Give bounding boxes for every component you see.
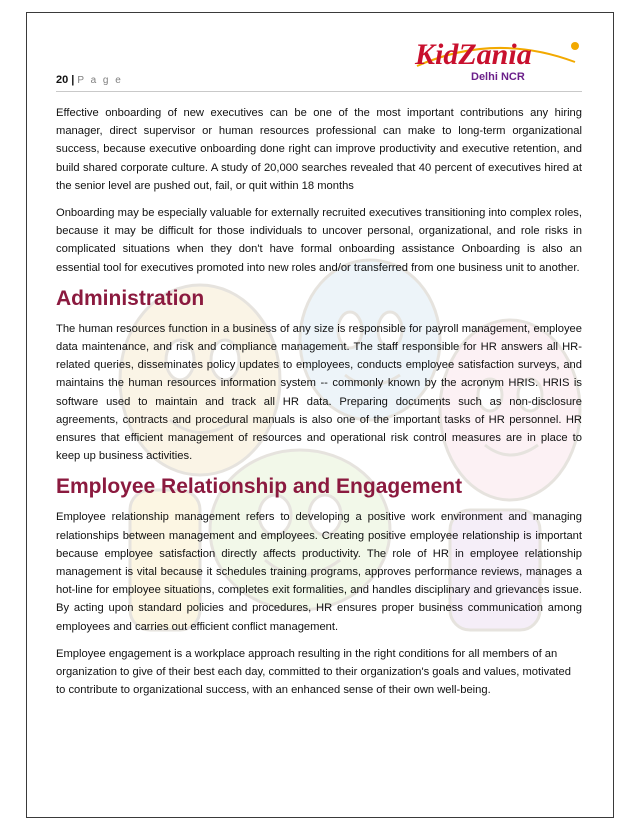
header-rule [56,91,582,92]
page-word: P a g e [77,75,123,86]
relationship-paragraph-2: Employee engagement is a workplace approach resulting in the right conditions for all members of an organization to give of their best each day, committed to their organization's goals and values, motivated to contribute to organizational success, with an enhanced sense of their own well-being. [56,647,571,697]
kidzania-logo [405,28,585,84]
relationship-paragraph-1: Employee relationship management refers to developing a positive work environment and managing relationships between management and employees. Creating positive employee relationship is important because employee satisfaction directly affects productivity. The role of HR in employee relationship management is vital because it schedules training programs, approves performance reviews, manages a hot-line for employee situations, completes exit formalities, and handles disciplinary and grievances issue. By acting upon standard policies and procedures, HR ensures proper business communication among employees and carries out efficient conflict management. [56,511,582,633]
page-number: 20 [56,74,69,86]
logo-sub-text: Delhi NCR [471,71,525,83]
page-number-label [56,74,123,86]
onboarding-paragraph-1: Effective onboarding of new executives can be one of the most important contributions any hiring manager, direct supervisor or human resources professional can make to long-term organizational success, because executive onboarding done right can improve productivity and executive retention, and build shared corporate culture. A study of 20,000 searches revealed that 40 percent of executives hired at the senior level are pushed out, fail, or quit within 18 months [56,107,582,192]
relationship-heading: Employee Relationship and Engagement [56,475,463,499]
page-separator: | [71,74,75,86]
administration-heading: Administration [56,286,205,310]
administration-paragraph: The human resources function in a business of any size is responsible for payroll management, employee data maintenance, and risk and compliance management. The staff responsible for HR answers all HR-related queries, disseminates policy updates to employees, conducts employee satisfaction surveys, and maintains the human resources information system -- commonly known by the acronym HRIS. HRIS is software used to maintain and track all HR data. Preparing documents such as non-disclosure agreements, contracts and procedural manuals is also one of the important tasks of HR personnel. HR ensures that efficient management of resources and operational risk control measures are in place to keep up business activities. [56,322,582,463]
onboarding-paragraph-2: Onboarding may be especially valuable for externally recruited executives transitioning into complex roles, because it may be difficult for those individuals to uncover personal, organizational, and role risks in complicated situations when they don't have formal onboarding assistance Onboarding is also an essential tool for executives promoted into new roles and/or transferred from one business unit to another. [56,207,582,274]
document-body [56,104,582,708]
logo-brand-text: KidZania [415,38,532,71]
